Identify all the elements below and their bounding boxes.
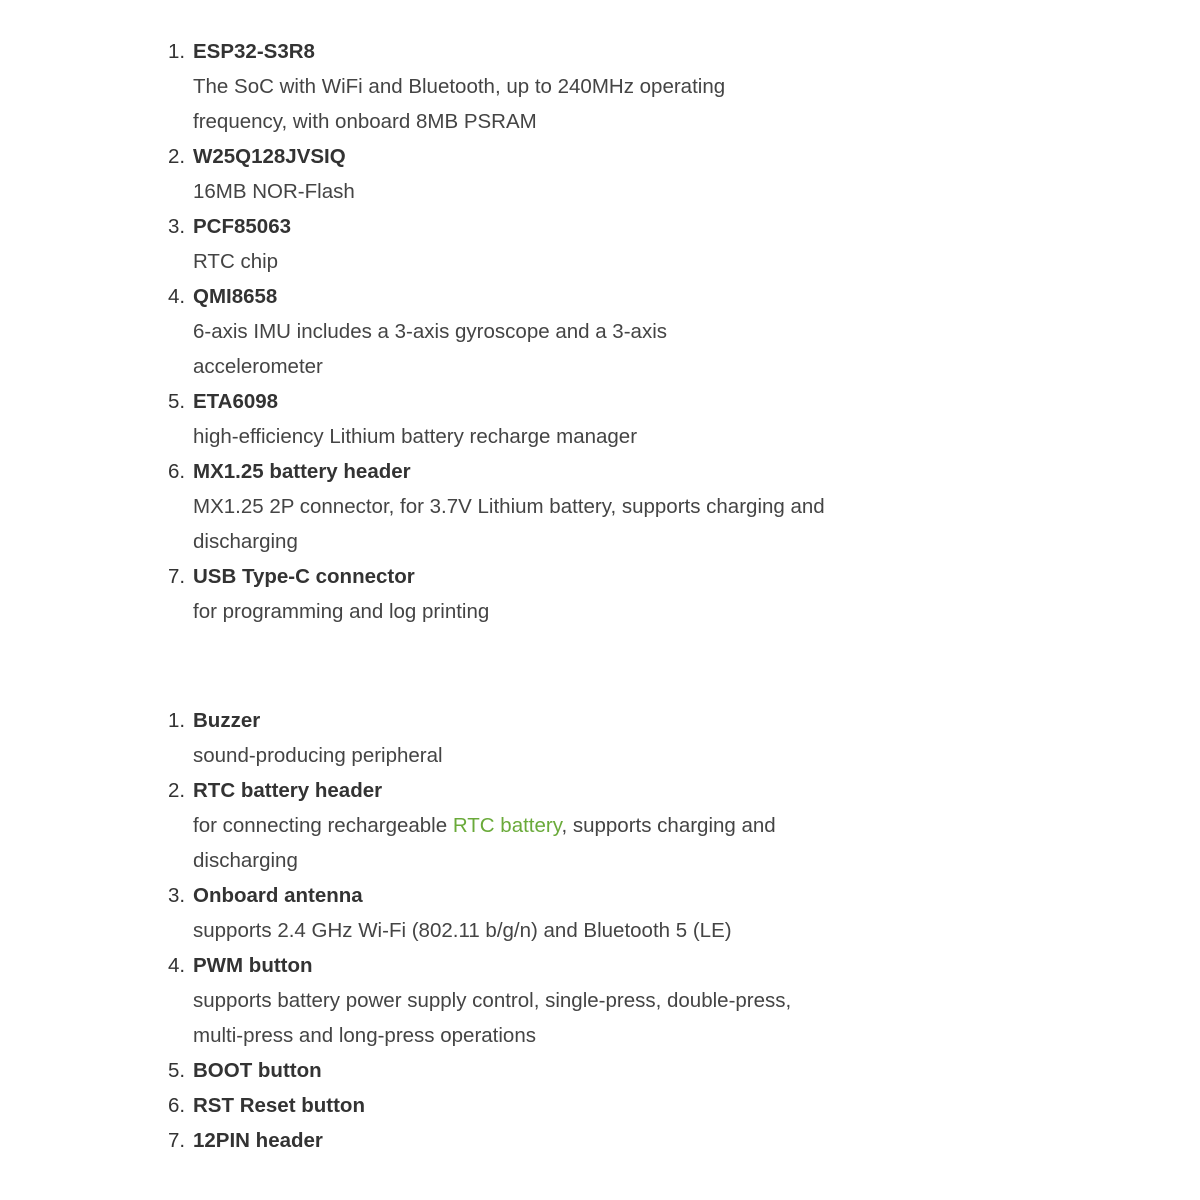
item-title: Buzzer — [193, 709, 261, 732]
item-number: 6. — [168, 1094, 186, 1117]
item-title: RTC battery header — [193, 779, 383, 802]
item-title: QMI8658 — [193, 285, 278, 308]
item-number: 6. — [168, 460, 186, 483]
list-item — [168, 1088, 868, 1123]
desc-text-before: for connecting rechargeable — [193, 814, 453, 837]
item-description: for programming and log printing — [193, 600, 490, 623]
item-description: MX1.25 2P connector, for 3.7V Lithium battery, supports charging and discharging — [193, 495, 825, 553]
item-number: 7. — [168, 565, 186, 588]
list-item — [168, 559, 868, 629]
item-number: 2. — [168, 779, 186, 802]
item-number: 4. — [168, 285, 186, 308]
item-number: 7. — [168, 1129, 186, 1152]
list-item — [168, 209, 868, 279]
item-number: 3. — [168, 884, 186, 907]
item-description: 16MB NOR-Flash — [193, 180, 355, 203]
item-number: 5. — [168, 390, 186, 413]
item-description: sound-producing peripheral — [193, 744, 443, 767]
item-title: USB Type-C connector — [193, 565, 415, 588]
item-number: 1. — [168, 40, 186, 63]
rtc-battery-link[interactable]: RTC battery — [452, 814, 562, 837]
list-item — [168, 948, 868, 1053]
list-item — [168, 139, 868, 209]
item-number: 4. — [168, 954, 186, 977]
list-item — [168, 703, 868, 773]
item-description: supports battery power supply control, single-press, double-press, multi-press and long-press operations — [193, 989, 792, 1047]
list-item — [168, 384, 868, 454]
list-item — [168, 34, 868, 139]
item-title: PWM button — [193, 954, 313, 977]
item-description: supports 2.4 GHz Wi-Fi (802.11 b/g/n) and Bluetooth 5 (LE) — [193, 919, 732, 942]
item-number: 1. — [168, 709, 186, 732]
item-title: ESP32-S3R8 — [193, 40, 315, 63]
item-description — [193, 808, 823, 878]
item-number: 2. — [168, 145, 186, 168]
item-number: 5. — [168, 1059, 186, 1082]
list-item — [168, 279, 868, 384]
item-title: MX1.25 battery header — [193, 460, 411, 483]
item-number: 3. — [168, 215, 186, 238]
item-title: PCF85063 — [193, 215, 292, 238]
desc-text-after: , supports charging and discharging — [193, 814, 776, 872]
list-item — [168, 773, 868, 878]
component-list-back — [168, 703, 868, 1158]
item-title: W25Q128JVSIQ — [193, 145, 346, 168]
item-description: 6-axis IMU includes a 3-axis gyroscope and a 3-axis accelerometer — [193, 320, 667, 378]
item-title: RST Reset button — [193, 1094, 365, 1117]
item-title: BOOT button — [193, 1059, 322, 1082]
component-list-front — [168, 34, 868, 629]
list-item — [168, 1053, 868, 1088]
list-item — [168, 1123, 868, 1158]
list-item — [168, 878, 868, 948]
item-description: RTC chip — [193, 250, 279, 273]
item-title: 12PIN header — [193, 1129, 323, 1152]
item-description: high-efficiency Lithium battery recharge manager — [193, 425, 638, 448]
item-title: Onboard antenna — [193, 884, 363, 907]
list-item — [168, 454, 868, 559]
item-description: The SoC with WiFi and Bluetooth, up to 240MHz operating frequency, with onboard 8MB PSRAM — [193, 75, 726, 133]
item-title: ETA6098 — [193, 390, 279, 413]
